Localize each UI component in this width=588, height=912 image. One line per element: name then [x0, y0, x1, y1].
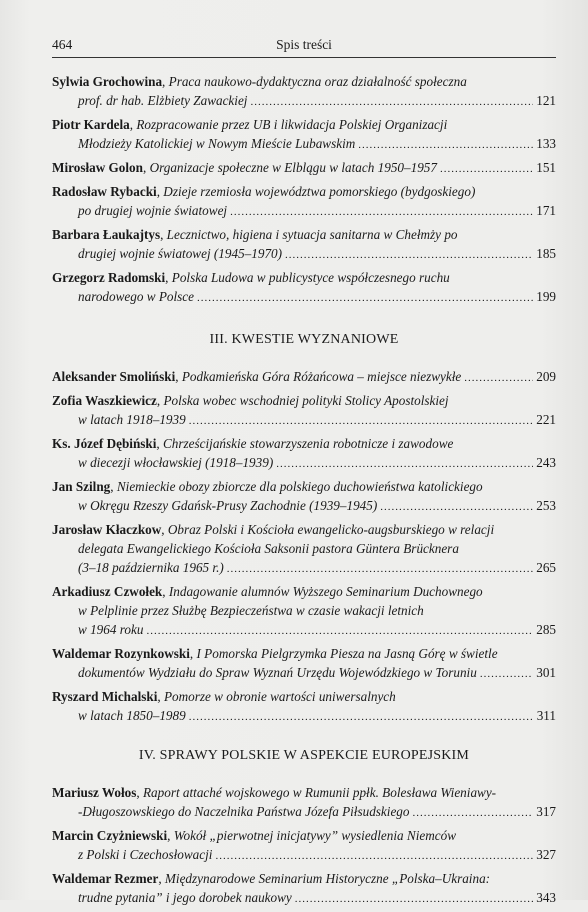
toc-title-continuation: trudne pytania” i jego dorobek naukowy: [78, 890, 292, 905]
toc-entry-last-line: [52, 410, 556, 431]
toc-author: Barbara Łaukajtys: [52, 227, 161, 242]
toc-section-iii: [52, 367, 556, 727]
dot-leader: [197, 289, 533, 308]
toc-entry: [52, 783, 556, 823]
toc-entry-last-line: [52, 287, 556, 308]
toc-entry-first-line: Ks. Józef Dębiński, Chrześcijańskie stowarzyszenia robotnicze i zawodowe: [52, 436, 454, 451]
toc-page-number: 285: [536, 622, 556, 637]
toc-title-continuation: dokumentów Wydziału do Spraw Wyznań Urzędu Wojewódzkiego w Toruniu: [78, 665, 477, 680]
toc-entry-first-line: Mariusz Wołos, Raport attaché wojskowego w Rumunii ppłk. Bolesława Wieniawy-: [52, 785, 497, 800]
toc-entry-first-line: Barbara Łaukajtys, Lecznictwo, higiena i sytuacja sanitarna w Chełmży po: [52, 227, 458, 242]
toc-author: Grzegorz Radomski: [52, 270, 166, 285]
toc-entry-last-line: [52, 888, 556, 909]
toc-entry-first-line: Waldemar Rozynkowski, I Pomorska Pielgrzymka Piesza na Jasną Górę w świetle: [52, 646, 498, 661]
page-number: 464: [52, 37, 73, 52]
toc-page-number: 133: [536, 136, 556, 151]
toc-page-number: 343: [536, 890, 556, 905]
toc-author: Waldemar Rezmer: [52, 871, 159, 886]
toc-title-continuation: po drugiej wojnie światowej: [78, 203, 228, 218]
dot-leader: [480, 665, 533, 684]
toc-entry: [52, 158, 556, 179]
toc-page-number: 301: [536, 665, 556, 680]
dot-leader: [464, 369, 533, 388]
toc-entry-first-line: Waldemar Rezmer, Międzynarodowe Seminarium Historyczne „Polska–Ukraina:: [52, 871, 491, 886]
dot-leader: [230, 203, 533, 222]
toc-entry-first-line: Piotr Kardela, Rozpracowanie przez UB i likwidacja Polskiej Organizacji: [52, 117, 448, 132]
toc-entry-last-line: [52, 620, 556, 641]
dot-leader: [215, 847, 533, 866]
toc-author: Sylwia Grochowina: [52, 74, 163, 89]
toc-title-continuation: z Polski i Czechosłowacji: [78, 847, 213, 862]
toc-author: Jarosław Kłaczkow: [52, 522, 162, 537]
toc-title: Wokół „pierwotnej inicjatywy” wysiedlenia Niemców: [173, 828, 457, 843]
toc-entry: [52, 582, 556, 641]
toc-entry: [52, 520, 556, 579]
toc-title-continuation: (3–18 października 1965 r.): [78, 560, 224, 575]
toc-entry-last-line: [52, 134, 556, 155]
toc-title: Organizacje społeczne w Elblągu w latach 1950–1957: [149, 160, 437, 175]
toc-entry-heading: Aleksander Smoliński, Podkamieńska Góra Różańcowa – miejsce niezwykłe: [52, 369, 462, 384]
toc-page-number: 253: [536, 498, 556, 513]
toc-title-continuation: w diecezji włocławskiej (1918–1939): [78, 455, 274, 470]
toc-title: Międzynarodowe Seminarium Historyczne „Polska–Ukraina:: [164, 871, 491, 886]
toc-entry: [52, 687, 556, 727]
toc-author: Zofia Waszkiewicz: [52, 393, 157, 408]
toc-entry-first-line: Jan Szilng, Niemieckie obozy zbiorcze dla polskiego duchowieństwa katolickiego: [52, 479, 483, 494]
toc-entry: [52, 434, 556, 474]
toc-page-number: 121: [536, 93, 556, 108]
dot-leader: [189, 412, 534, 431]
toc-page-number: 199: [536, 289, 556, 304]
toc-title: Rozpracowanie przez UB i likwidacja Polskiej Organizacji: [136, 117, 448, 132]
toc-entry-last-line: [52, 91, 556, 112]
toc-entry-last-line: [52, 244, 556, 265]
dot-leader: [276, 455, 533, 474]
toc-title-continuation: narodowego w Polsce: [78, 289, 194, 304]
toc-page-number: 171: [536, 203, 556, 218]
toc-title-continuation: delegata Ewangelickiego Kościoła Saksonii pastora Güntera Brücknera: [78, 541, 459, 556]
toc-entry: [52, 182, 556, 222]
toc-page-number: 221: [536, 412, 556, 427]
dot-leader: [440, 160, 533, 179]
toc-title: I Pomorska Pielgrzymka Piesza na Jasną Górę w świetle: [196, 646, 498, 661]
toc-entry-last-line: [52, 845, 556, 866]
toc-entry-line: [52, 158, 556, 179]
toc-page-number: 317: [536, 804, 556, 819]
toc-entry: [52, 115, 556, 155]
toc-title: Lecznictwo, higiena i sytuacja sanitarna w Chełmży po: [166, 227, 458, 242]
toc-entry-last-line: [52, 663, 556, 684]
toc-title: Dzieje rzemiosła województwa pomorskiego (bydgoskiego): [163, 184, 476, 199]
toc-page-number: 265: [536, 560, 556, 575]
dot-leader: [358, 136, 533, 155]
toc-title-continuation: w latach 1850–1989: [78, 708, 186, 723]
dot-leader: [146, 622, 533, 641]
toc-entry-first-line: Jarosław Kłaczkow, Obraz Polski i Kościoła ewangelicko-augsburskiego w relacji: [52, 522, 495, 537]
header-rule: [52, 57, 556, 58]
dot-leader: [189, 708, 534, 727]
toc-entry: [52, 225, 556, 265]
toc-entry-first-line: Radosław Rybacki, Dzieje rzemiosła województwa pomorskiego (bydgoskiego): [52, 184, 476, 199]
toc-page-number: 185: [536, 246, 556, 261]
toc-title: Podkamieńska Góra Różańcowa – miejsce niezwykłe: [181, 369, 462, 384]
dot-leader: [380, 498, 533, 517]
toc-entry-first-line: Marcin Czyżniewski, Wokół „pierwotnej inicjatywy” wysiedlenia Niemców: [52, 828, 457, 843]
toc-entry: [52, 869, 556, 909]
toc-entry: [52, 477, 556, 517]
toc-title-continuation: -Długoszowskiego do Naczelnika Państwa Józefa Piłsudskiego: [78, 804, 410, 819]
toc-author: Piotr Kardela: [52, 117, 130, 132]
toc-entry-last-line: [52, 706, 556, 727]
toc-page-number: 151: [536, 160, 556, 175]
section-heading-iii: III. KWESTIE WYZNANIOWE: [209, 332, 399, 347]
toc-entry-first-line: Grzegorz Radomski, Polska Ludowa w publicystyce współczesnego ruchu: [52, 270, 450, 285]
section-heading-iv: IV. SPRAWY POLSKIE W ASPEKCIE EUROPEJSKIM: [138, 748, 470, 763]
toc-entry-last-line: [52, 802, 556, 823]
toc-title: Pomorze w obronie wartości uniwersalnych: [164, 689, 396, 704]
toc-author: Jan Szilng: [52, 479, 111, 494]
toc-title-continuation: w Okręgu Rzeszy Gdańsk-Prusy Zachodnie (1939–1945): [78, 498, 378, 513]
toc-entry-last-line: [52, 453, 556, 474]
toc-title-continuation: w latach 1918–1939: [78, 412, 186, 427]
table-of-contents: [52, 72, 556, 912]
toc-entry: [52, 268, 556, 308]
toc-title-continuation: w Pelplinie przez Służbę Bezpieczeństwa w czasie wakacji letnich: [78, 603, 424, 618]
toc-page-number: 243: [536, 455, 556, 470]
toc-entry-first-line: Arkadiusz Czwołek, Indagowanie alumnów Wyższego Seminarium Duchownego: [52, 584, 483, 599]
toc-entry-heading: Mirosław Golon, Organizacje społeczne w Elblągu w latach 1950–1957: [52, 160, 437, 175]
toc-title: Raport attaché wojskowego w Rumunii ppłk. Bolesława Wieniawy-: [142, 785, 497, 800]
toc-title-continuation: drugiej wojnie światowej (1945–1970): [78, 246, 283, 261]
toc-entry-first-line: Zofia Waszkiewicz, Polska wobec wschodniej polityki Stolicy Apostolskiej: [52, 393, 449, 408]
toc-author: Arkadiusz Czwołek: [52, 584, 163, 599]
toc-entry: [52, 826, 556, 866]
dot-leader: [412, 804, 533, 823]
toc-author: Waldemar Rozynkowski: [52, 646, 190, 661]
toc-title: Niemieckie obozy zbiorcze dla polskiego duchowieństwa katolickiego: [116, 479, 483, 494]
toc-entry-first-line: Ryszard Michalski, Pomorze w obronie wartości uniwersalnych: [52, 689, 396, 704]
toc-author: Ryszard Michalski: [52, 689, 158, 704]
toc-entry-last-line: [52, 558, 556, 579]
toc-entry: [52, 644, 556, 684]
toc-entry-last-line: [52, 496, 556, 517]
toc-page-number: 311: [536, 708, 556, 723]
dot-leader: [285, 246, 533, 265]
toc-author: Mirosław Golon: [52, 160, 143, 175]
toc-page-number: 327: [536, 847, 556, 862]
toc-title: Polska wobec wschodniej polityki Stolicy Apostolskiej: [163, 393, 449, 408]
toc-entry: [52, 391, 556, 431]
toc-section-continued: [52, 72, 556, 308]
toc-entry-first-line: Sylwia Grochowina, Praca naukowo-dydaktyczna oraz działalność społeczna: [52, 74, 467, 89]
toc-page-number: 209: [536, 369, 556, 384]
toc-entry-last-line: [52, 201, 556, 222]
toc-title: Obraz Polski i Kościoła ewangelicko-augsburskiego w relacji: [167, 522, 495, 537]
toc-author: Ks. Józef Dębiński: [52, 436, 157, 451]
toc-entry-line: [52, 367, 556, 388]
page-header: [52, 37, 556, 57]
toc-section-iv: [52, 783, 556, 909]
toc-entry: [52, 367, 556, 388]
dot-leader: [250, 93, 533, 112]
toc-author: Radosław Rybacki: [52, 184, 157, 199]
toc-title: Praca naukowo-dydaktyczna oraz działalność społeczna: [168, 74, 467, 89]
toc-author: Marcin Czyżniewski: [52, 828, 168, 843]
toc-title-continuation: prof. dr hab. Elżbiety Zawackiej: [78, 93, 248, 108]
toc-entry: [52, 72, 556, 112]
running-title: Spis treści: [276, 37, 332, 52]
toc-title-continuation: Młodzieży Katolickiej w Nowym Mieście Lubawskim: [78, 136, 356, 151]
toc-author: Aleksander Smoliński: [52, 369, 176, 384]
toc-title-continuation: w 1964 roku: [78, 622, 144, 637]
toc-title: Indagowanie alumnów Wyższego Seminarium Duchownego: [168, 584, 483, 599]
toc-author: Mariusz Wołos: [52, 785, 137, 800]
toc-title: Polska Ludowa w publicystyce współczesnego ruchu: [171, 270, 450, 285]
toc-title: Chrześcijańskie stowarzyszenia robotnicze i zawodowe: [163, 436, 454, 451]
dot-leader: [227, 560, 533, 579]
